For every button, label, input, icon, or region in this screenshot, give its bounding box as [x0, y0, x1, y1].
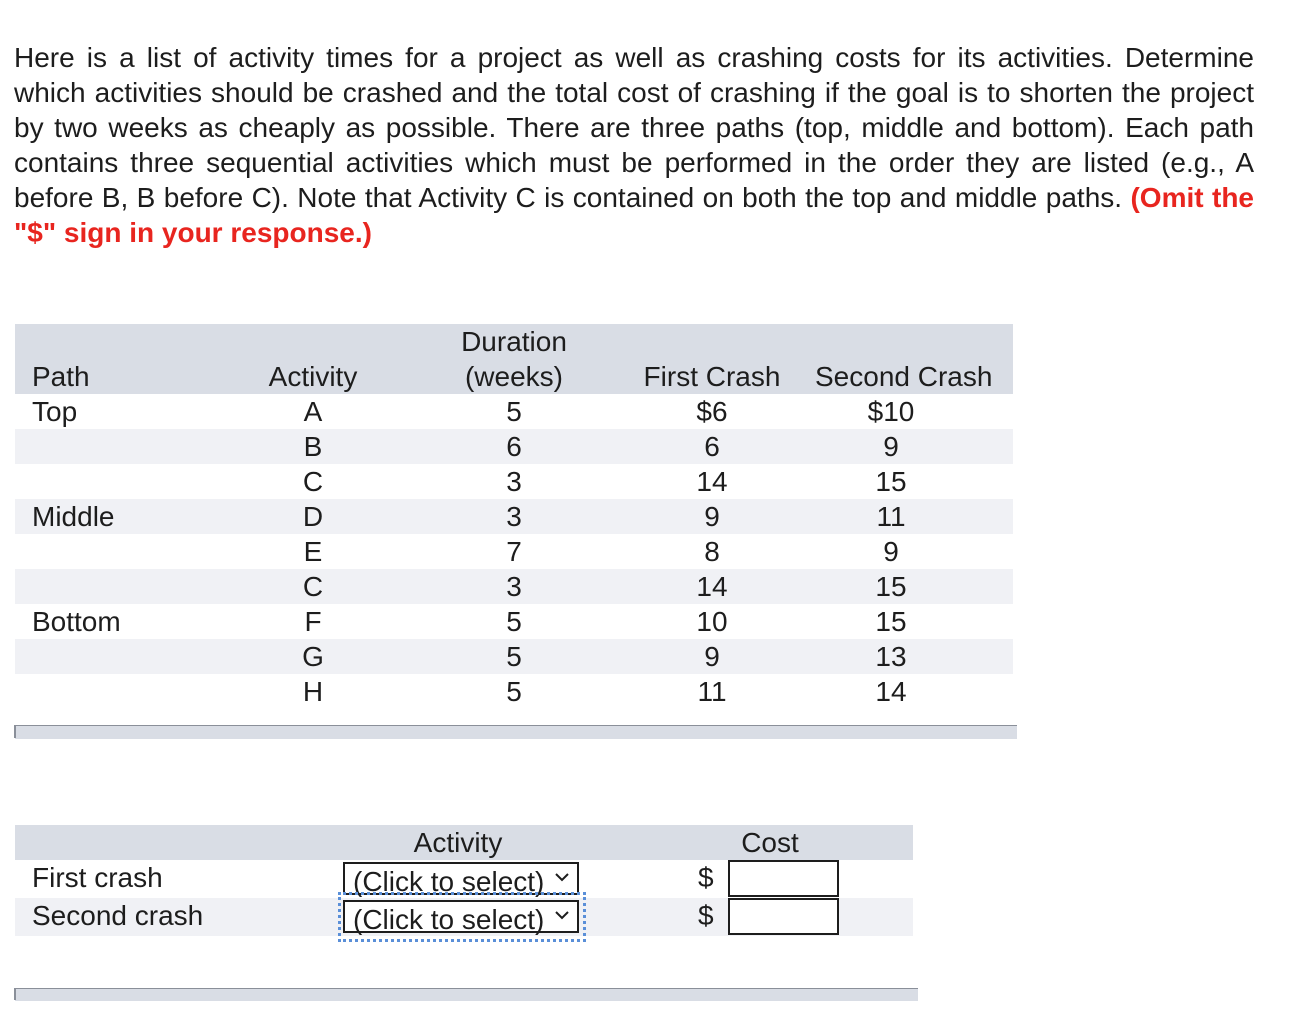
cell-first-crash: 8: [704, 536, 720, 567]
cell-first-crash: 14: [696, 571, 728, 602]
cell-first-crash: 11: [697, 676, 727, 707]
chevron-down-icon: [553, 906, 571, 924]
cell-duration: 3: [506, 466, 522, 497]
header-duration-line1: Duration: [461, 326, 567, 357]
table-row: [15, 499, 1013, 534]
cell-second-crash: $10: [867, 396, 915, 427]
cell-path: Bottom: [32, 606, 121, 637]
cell-activity: H: [302, 676, 324, 707]
cell-first-crash: $6: [696, 396, 728, 427]
cell-first-crash: 9: [704, 641, 720, 672]
table-row: [15, 429, 1013, 464]
answer-header-cost: Cost: [741, 827, 799, 858]
first-crash-select-text: (Click to select): [353, 866, 545, 897]
cell-activity: G: [302, 641, 324, 672]
cell-duration: 5: [506, 606, 522, 637]
second-crash-select-text: (Click to select): [353, 904, 545, 935]
cell-first-crash: 10: [696, 606, 728, 637]
answer-row-second-crash: [15, 898, 913, 936]
first-crash-activity-select[interactable]: [343, 862, 579, 895]
table-row: [15, 534, 1013, 569]
cell-path: Top: [32, 396, 78, 427]
cell-activity: D: [302, 501, 324, 532]
answer-footer-bar: [15, 988, 918, 1001]
cell-path: Middle: [32, 501, 115, 532]
question-text: [14, 40, 1254, 250]
activity-table: [15, 324, 1013, 709]
cell-second-crash: 9: [883, 536, 899, 567]
table-footer-tick: [14, 725, 16, 738]
cell-second-crash: 13: [875, 641, 907, 672]
second-crash-cost-input[interactable]: [728, 898, 839, 935]
cell-duration: 5: [506, 396, 522, 427]
cell-activity: F: [304, 606, 322, 637]
cell-duration: 5: [506, 641, 522, 672]
cell-second-crash: 9: [883, 431, 899, 462]
second-crash-label: Second crash: [32, 900, 204, 931]
header-duration-line2: (weeks): [464, 361, 563, 392]
second-crash-activity-select[interactable]: [343, 900, 579, 933]
table-row: [15, 604, 1013, 639]
cell-duration: 7: [506, 536, 522, 567]
cell-second-crash: 14: [875, 676, 907, 707]
header-second-crash: Second Crash: [815, 361, 993, 392]
cell-duration: 3: [506, 501, 522, 532]
cell-first-crash: 6: [704, 431, 720, 462]
cell-activity: A: [303, 396, 323, 427]
question-body: Here is a list of activity times for a project as well as crashing costs for its activities. Determine which activities should be crashed and the total cost of crashing if the goal is to shorten the project by two weeks as cheaply as possible. There are three paths (top, middle and bottom). Each path contains three sequential activities which must be performed in the order they are listed (e.g., A before B, B before C). Note that Activity C is contained on both the top and middle paths.: [14, 42, 1254, 213]
cell-first-crash: 9: [704, 501, 720, 532]
first-crash-cost-input[interactable]: [728, 860, 839, 897]
cell-activity: B: [303, 431, 323, 462]
second-crash-dollar: $: [698, 900, 714, 931]
cell-activity: C: [302, 571, 324, 602]
header-path: Path: [32, 361, 90, 392]
table-row: [15, 394, 1013, 429]
cell-second-crash: 15: [875, 571, 907, 602]
question-note: (Omit the "$" sign in your response.): [14, 182, 1254, 248]
cell-activity: C: [302, 466, 324, 497]
cell-duration: 3: [506, 571, 522, 602]
cell-activity: E: [303, 536, 323, 567]
answer-row-first-crash: [15, 860, 913, 898]
table-row: [15, 639, 1013, 674]
table-row: [15, 464, 1013, 499]
table-footer-bar: [15, 725, 1017, 739]
cell-second-crash: 11: [876, 501, 906, 532]
first-crash-dollar: $: [698, 862, 714, 893]
table-row: [15, 674, 1013, 709]
cell-duration: 6: [506, 431, 522, 462]
first-crash-label: First crash: [32, 862, 163, 893]
table-row: [15, 569, 1013, 604]
answer-header: [15, 825, 913, 860]
header-first-crash: First Crash: [643, 361, 781, 392]
cell-second-crash: 15: [875, 466, 907, 497]
answer-table: [15, 825, 913, 936]
header-activity: Activity: [268, 361, 358, 392]
cell-duration: 5: [506, 676, 522, 707]
table-header: [15, 324, 1013, 394]
answer-footer-tick: [14, 988, 16, 1000]
answer-header-activity: Activity: [413, 827, 503, 858]
cell-first-crash: 14: [696, 466, 728, 497]
chevron-down-icon: [553, 868, 571, 886]
cell-second-crash: 15: [875, 606, 907, 637]
